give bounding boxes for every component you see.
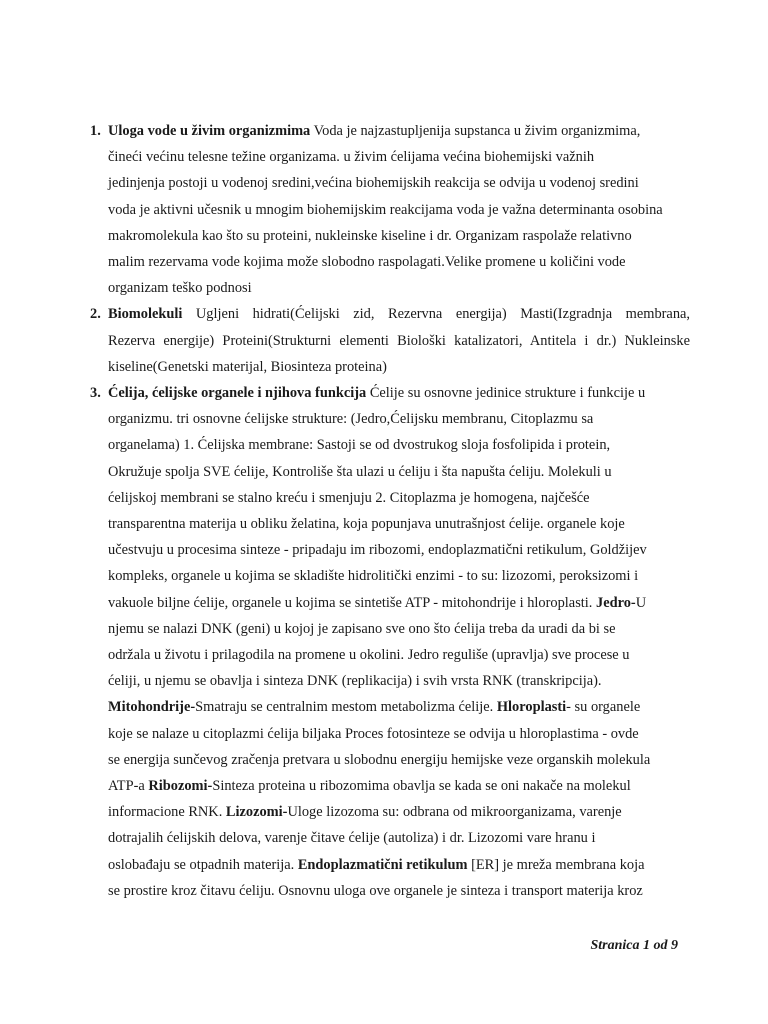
list-item-number: 1.	[90, 123, 101, 139]
text-run: Okružuje spolja SVE ćelije, Kontroliše šta ulazi u ćeliju i šta napušta ćeliju. Molekuli u	[108, 463, 612, 480]
bold-term: Ćelija, ćelijske organele i njihova funkcija	[108, 385, 367, 402]
text-line	[108, 459, 690, 485]
list-item	[90, 118, 690, 301]
list-item-number: 3.	[90, 385, 101, 402]
text-line	[108, 878, 690, 904]
text-line	[108, 275, 690, 301]
bold-term: Endoplazmatični retikulum	[297, 856, 468, 873]
bold-term: Mitohondrije-	[108, 699, 196, 716]
text-run: Ćelije su osnovne jedinice strukture i funkcije u	[366, 385, 646, 402]
text-run: Voda je najzastupljenija supstanca u živim organizmima,	[310, 123, 641, 139]
text-run: čineći većinu telesne težine organizama. u živim ćelijama većina biohemijski važnih	[108, 149, 595, 166]
text-line	[108, 170, 690, 196]
text-run: ćelijskoj membrani se stalno kreću i smenjuju 2. Citoplazma je homogena, najčešće	[108, 489, 590, 506]
numbered-list	[90, 118, 690, 904]
text-line	[108, 197, 690, 223]
text-line	[108, 354, 690, 380]
text-line	[108, 223, 690, 249]
text-run: malim rezervama vode kojima može slobodno raspolagati.Velike promene u količini vode	[108, 254, 626, 271]
text-line	[108, 144, 690, 170]
text-run: učestvuju u procesima sinteze - pripadaju im ribozomi, endoplazmatični retikulum, Goldžijev	[108, 542, 647, 559]
text-run: vakuole biljne ćelije, organele u kojima se sintetiše ATP - mitohondrije i hloroplasti.	[108, 594, 596, 611]
bold-term: Biomolekuli	[108, 306, 183, 323]
text-run: Uloge lizozoma su: odbrana od mikroorganizama, varenje	[287, 804, 622, 821]
bold-term: Lizozomi-	[225, 804, 288, 821]
text-run: njemu se nalazi DNK (geni) u kojoj je zapisano sve ono što ćelija treba da uradi da bi se	[108, 620, 616, 637]
bold-term: Uloga vode u živim organizmima	[108, 123, 311, 139]
text-line	[108, 773, 690, 799]
list-item	[90, 380, 690, 904]
text-line	[108, 537, 690, 563]
text-line	[108, 432, 690, 458]
text-run: ATP-a	[108, 778, 149, 795]
list-item	[90, 301, 690, 380]
text-run: kiseline(Genetski materijal, Biosinteza proteina)	[108, 358, 387, 375]
text-line	[108, 852, 690, 878]
text-line	[108, 799, 690, 825]
text-line	[108, 590, 690, 616]
text-run: se energija sunčevog zračenja pretvara u slobodnu energiju hemijske veze organskih molekula	[108, 751, 651, 768]
text-run: oslobađaju se otpadnih materija.	[108, 856, 298, 873]
text-run: ćeliji, u njemu se obavlja i sinteza DNK (replikacija) i svih vrsta RNK (transkripcija).	[108, 673, 602, 690]
text-run: voda je aktivni učesnik u mnogim biohemijskim reakcijama voda je važna determinanta osobina	[108, 201, 663, 218]
text-line	[108, 406, 690, 432]
text-run: Ugljeni hidrati(Ćelijski zid, Rezervna energija) Masti(Izgradnja membrana,	[182, 306, 690, 323]
text-line	[108, 721, 690, 747]
page-number-footer: Stranica 1 od 9	[590, 938, 678, 953]
text-line	[108, 825, 690, 851]
list-item-number: 2.	[90, 306, 101, 323]
text-line	[108, 511, 690, 537]
text-run: jedinjenja postoji u vodenoj sredini,većina biohemijskih reakcija se odvija u vodenoj sredini	[108, 175, 639, 192]
text-line	[108, 616, 690, 642]
bold-term: Ribozomi-	[148, 778, 213, 795]
text-line	[108, 668, 690, 694]
text-run: održala u životu i prilagodila na promene u okolini. Jedro reguliše (upravlja) sve procese u	[108, 647, 630, 664]
text-run: Sinteza proteina u ribozomima obavlja se kada se oni nakače na molekul	[212, 778, 631, 795]
text-run: dotrajalih ćelijskih delova, varenje čitave ćelije (autoliza) i dr. Lizozomi vare hranu i	[108, 830, 596, 847]
text-line	[108, 694, 690, 720]
text-run: makromolekula kao što su proteini, nukleinske kiseline i dr. Organizam raspolaže relativno	[108, 227, 632, 244]
text-run: koje se nalaze u citoplazmi ćelija biljaka Proces fotosinteze se odvija u hloroplastima - ovde	[108, 725, 639, 742]
text-line	[108, 563, 690, 589]
bold-term: Hloroplasti	[496, 699, 567, 716]
text-run: [ER] je mreža membrana koja	[467, 856, 645, 873]
text-line	[108, 301, 690, 327]
text-run: - su organele	[566, 699, 641, 716]
text-line	[108, 747, 690, 773]
text-line	[108, 642, 690, 668]
text-run: informacione RNK.	[108, 804, 226, 821]
text-run: se prostire kroz čitavu ćeliju. Osnovnu uloga ove organele je sinteza i transport materija kroz	[108, 882, 643, 899]
bold-term: Jedro-	[596, 594, 636, 611]
text-line	[108, 328, 690, 354]
text-line	[108, 485, 690, 511]
text-run: organizam teško podnosi	[108, 280, 252, 297]
text-line	[108, 249, 690, 275]
text-run: Rezerva energije) Proteini(Strukturni elementi Biološki katalizatori, Antitela i dr.) Nukleinske	[108, 332, 690, 349]
text-run: U	[635, 594, 647, 611]
text-run: transparentna materija u obliku želatina, koja popunjava unutrašnjost ćelije. organele koje	[108, 516, 625, 533]
text-line	[108, 380, 690, 406]
text-line	[108, 118, 690, 144]
text-run: kompleks, organele u kojima se skladište hidrolitički enzimi - to su: lizozomi, peroksizomi i	[108, 568, 639, 585]
text-run: Smatraju se centralnim mestom metabolizma ćelije.	[195, 699, 497, 716]
text-run: organelama) 1. Ćelijska membrane: Sastoji se od dvostrukog sloja fosfolipida i protein,	[108, 437, 611, 454]
text-run: organizmu. tri osnovne ćelijske strukture: (Jedro,Ćelijsku membranu, Citoplazmu sa	[108, 411, 594, 428]
